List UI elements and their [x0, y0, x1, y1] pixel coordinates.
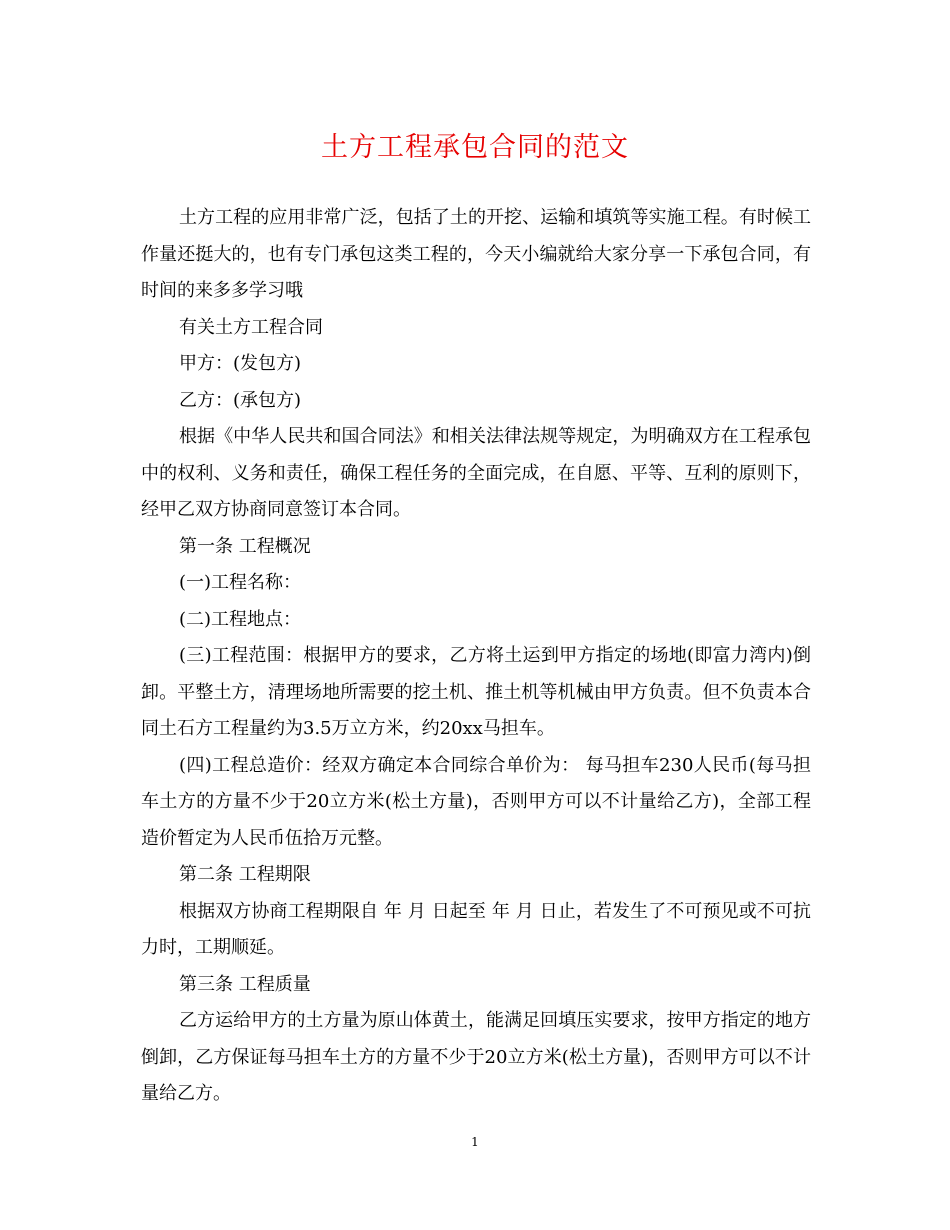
paragraph-party-b: 乙方：(承包方) — [179, 389, 302, 411]
paragraph-article-2: 第二条 工程期限 — [179, 864, 311, 885]
paragraph-project-period: 根据双方协商工程期限自 年 月 日起至 年 月 日止，若发生了不可预见或不可抗力时，工期顺延。 — [141, 900, 811, 958]
paragraph-preamble: 根据《中华人民共和国合同法》和相关法律法规等规定，为明确双方在工程承包中的权利、义务和责任，确保工程任务的全面完成，在自愿、平等、互利的原则下，经甲乙双方协商同意签订本合同。 — [141, 426, 811, 520]
paragraph-project-scope: (三)工程范围：根据甲方的要求，乙方将土运到甲方指定的场地(即富力湾内)倒卸。平整土方，清理场地所需要的挖土机、推土机等机械由甲方负责。但不负责本合同土石方工程量约为3.5万立方米，约20xx马担车。 — [141, 645, 811, 739]
paragraph-intro: 土方工程的应用非常广泛，包括了土的开挖、运输和填筑等实施工程。有时候工作量还挺大的，也有专门承包这类工程的，今天小编就给大家分享一下承包合同，有时间的来多多学习哦 — [141, 207, 811, 301]
document-title: 土方工程承包合同的范文 — [321, 132, 629, 163]
paragraph-project-name: (一)工程名称： — [179, 572, 302, 593]
paragraph-article-1: 第一条 工程概况 — [179, 535, 311, 557]
document-body — [141, 200, 811, 1113]
page-number: 1 — [471, 1135, 479, 1149]
paragraph-party-a: 甲方：(发包方) — [179, 353, 302, 374]
paragraph-article-3: 第三条 工程质量 — [179, 973, 311, 995]
paragraph-heading-contract: 有关土方工程合同 — [179, 316, 323, 338]
paragraph-project-quality: 乙方运给甲方的土方量为原山体黄土，能满足回填压实要求，按甲方指定的地方倒卸，乙方保证每马担车土方的方量不少于20立方米(松土方量)，否则甲方可以不计量给乙方。 — [141, 1010, 811, 1104]
paragraph-project-location: (二)工程地点： — [179, 608, 302, 630]
paragraph-project-cost: (四)工程总造价：经双方确定本合同综合单价为： 每马担车230人民币(每马担车土方的方量不少于20立方米(松土方量)，否则甲方可以不计量给乙方)，全部工程造价暂定为人民币伍拾万元整。 — [141, 754, 811, 849]
